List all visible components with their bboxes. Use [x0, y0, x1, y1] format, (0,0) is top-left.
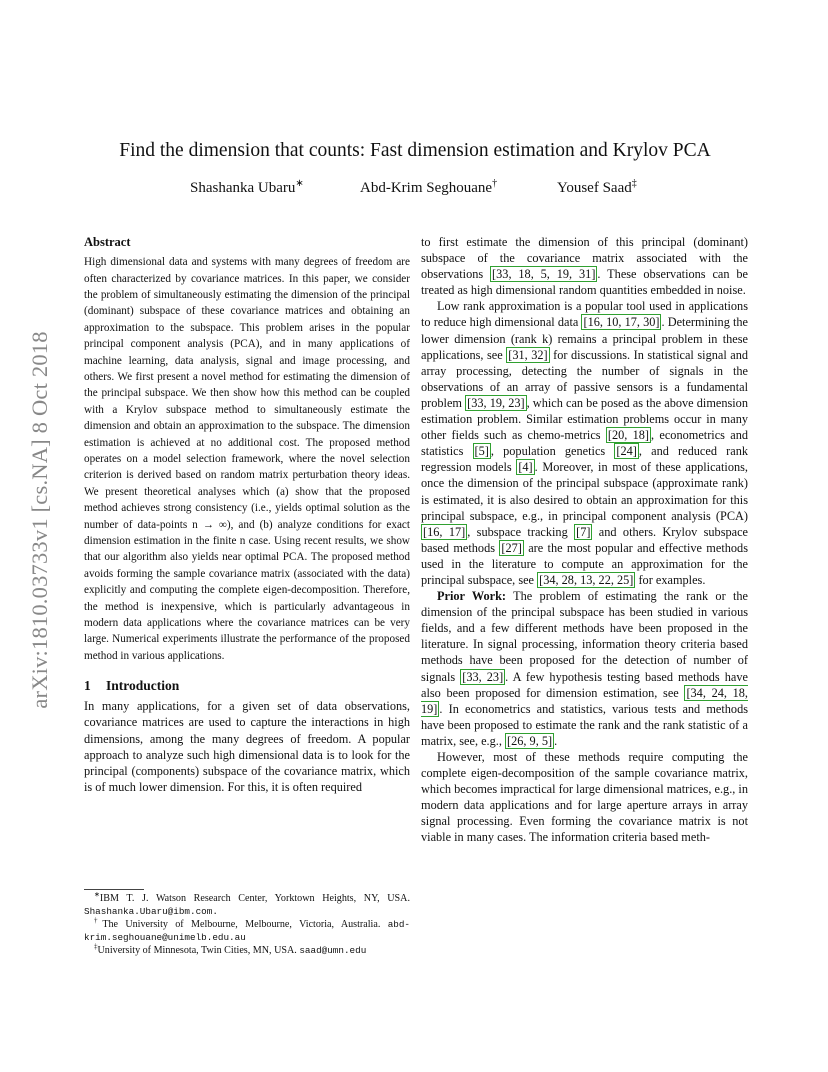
text-run: The problem of estimating the rank or the dimension of the principal subspace has been studied in various fields, and a few different methods have been proposed in the literature. In signal processing, information theory criteria based methods have been proposed for the detection of number of signals — [421, 589, 749, 684]
text-run: , econometrics and statistics — [421, 428, 748, 459]
citation-link[interactable]: [16, 10, 17, 30] — [583, 315, 660, 330]
author-seghouane — [360, 180, 497, 197]
prior-work-heading: Prior Work: — [437, 589, 507, 604]
low-rank-paragraph — [421, 298, 748, 588]
citation-link[interactable]: [31, 32] — [508, 347, 548, 362]
text-run: for discussions. In statistical signal and array processing, detecting the number of signals in the observations of an array of passive sensors is a fundamental problem — [421, 347, 749, 410]
citation-link[interactable]: [4] — [518, 460, 533, 475]
text-run: to first estimate the dimension of this principal (dominant) subspace of the covariance matrix associated with the observations — [421, 235, 748, 282]
citation-link[interactable]: [33, 23] — [462, 669, 504, 684]
footnote-mark: ∗ — [94, 890, 100, 899]
footnote-email[interactable]: Shashanka.Ubaru@ibm.com. — [84, 906, 218, 918]
author-name: Shashanka Ubaru — [190, 180, 296, 196]
section-title: Introduction — [106, 678, 180, 694]
text-run: . These observations can be treated as high dimensional random quantities embedded in noise. — [421, 267, 749, 298]
citation-link[interactable]: [34, 28, 13, 22, 25] — [539, 572, 634, 587]
author-ubaru — [190, 180, 304, 197]
citation-link[interactable]: [7] — [576, 524, 591, 539]
footnotes — [84, 892, 410, 957]
citation-link[interactable]: [33, 18, 5, 19, 31] — [492, 267, 596, 282]
citation-link[interactable]: [33, 19, 23] — [467, 395, 525, 410]
text-run: . A few hypothesis testing based methods have also been proposed for dimension estimation, see — [421, 669, 748, 700]
paper-title: Find the dimension that counts: Fast dimension estimation and Krylov PCA — [119, 140, 711, 161]
author-name: Yousef Saad — [557, 180, 632, 196]
footnote-text: University of Minnesota, Twin Cities, MN, USA. — [97, 945, 300, 957]
text-run: . In econometrics and statistics, various tests and methods have been proposed to estimate the rank and the rank statistic of a matrix, see, e.g., — [421, 701, 748, 748]
arxiv-identifier[interactable]: arXiv:1810.03733v1 [cs.NA] 8 Oct 2018 — [27, 331, 52, 709]
footnote-email[interactable]: saad@umn.edu — [299, 945, 367, 957]
arxiv-sidebar — [20, 290, 60, 750]
author-mark: ‡ — [631, 178, 637, 189]
text-run: . — [554, 733, 558, 748]
footnote-ibm — [84, 892, 410, 918]
text-run: , and reduced rank regression models — [421, 444, 748, 475]
right-column — [421, 234, 748, 846]
citation-link[interactable]: [26, 9, 5] — [507, 733, 553, 748]
however-paragraph: However, most of these methods require computing the complete eigen-decomposition of the sample covariance matrix, which becomes impractical for large dimensional matrices, e.g., in modern data applications and for large aperture arrays in array signal processing. Even forming the covariance matrix is not viable in many cases. The information criteria based meth- — [421, 750, 748, 845]
text-run: are the most popular and effective methods used in the literature to compute an approximation for the principal subspace, see — [421, 540, 748, 587]
footnote-mark: † — [94, 916, 103, 925]
text-run: Low rank approximation is a popular tool used in applications to reduce high dimensional data — [421, 299, 748, 330]
footnote-email[interactable]: abd-krim.seghouane@unimelb.edu.au — [84, 919, 411, 944]
text-run: and others. Krylov subspace based methods — [421, 524, 749, 555]
left-column — [84, 234, 410, 795]
text-run: , population genetics — [490, 444, 615, 459]
citation-link[interactable]: [27] — [501, 540, 522, 555]
author-saad — [557, 180, 637, 197]
footnote-text: The University of Melbourne, Melbourne, Victoria, Australia. — [102, 919, 388, 931]
author-mark: ∗ — [295, 178, 304, 189]
footnote-text: IBM T. J. Watson Research Center, Yorktown Heights, NY, USA. — [99, 893, 410, 904]
footnote-melbourne — [84, 918, 410, 944]
citation-link[interactable]: [34, 24, 18, 19] — [421, 685, 749, 716]
section-number: 1 — [84, 678, 91, 694]
footnote-minnesota — [84, 944, 410, 957]
abstract-text: High dimensional data and systems with many degrees of freedom are often characterized by covariance matrices. In this paper, we consider the problem of simultaneously estimating the dimension of the principal (dominant) subspace of these covariance matrices and obtaining an approximation to the subspace. This problem arises in the popular principal component analysis (PCA), and in many applications of machine learning, data analysis, signal and image processing, and others. We first present a novel method for estimating the dimension of the principal subspace. We then show how this method can be coupled with a Krylov subspace method to simultaneously estimate the dimension and obtain an approximation to the subspace. The dimension estimation is achieved at no additional cost. The proposed method operates on a model selection framework, where the novel selection criterion is derived based on random matrix perturbation theory ideas. We present theoretical analyses which (a) show that the proposed method achieves strong consistency (i.e., yields optimal solution as the number of data-points n → ∞), and (b) analyze conditions for exact dimension estimation in the finite n case. Using recent results, we show that our algorithm also yields near optimal PCA. The proposed method avoids forming the sample covariance matrix (associated with the data) explicitly and computing the complete eigen-decomposition. Therefore, the method is inexpensive, which is particularly advantageous in modern data applications where the covariance matrices can be very large. Numerical experiments illustrate the performance of the proposed method in various applications. — [84, 256, 410, 662]
text-run: . Determining the lower dimension (rank k) remains a principal problem in these applications, see — [421, 315, 749, 362]
section-heading-introduction — [84, 678, 410, 694]
intro-paragraph-continued — [421, 234, 748, 298]
footnote-mark: ‡ — [94, 943, 98, 952]
citation-link[interactable]: [5] — [474, 444, 489, 459]
intro-paragraph: In many applications, for a given set of data observations, covariance matrices are used to capture the interactions in high dimensions, among the many degrees of freedom. A popular approach to analyze such high dimensional data is to look for the principal (components) subspace of the covariance matrix, which is of much lower dimension. For this, it is often required — [84, 699, 410, 794]
text-run: . Moreover, in most of these applications, once the dimension of the principal subspace (approximate rank) is estimated, it is also desired to obtain an approximation for this principal subspace, e.g., in principal component analysis (PCA) — [421, 460, 748, 523]
citation-link[interactable]: [20, 18] — [607, 428, 650, 443]
text-run: , subspace tracking — [467, 524, 575, 539]
text-run: , which can be posed as the above dimension estimation problem. Similar estimation problems occur in many other fields such as chemo-metrics — [421, 395, 748, 443]
author-name: Abd-Krim Seghouane — [360, 180, 493, 196]
citation-link[interactable]: [24] — [616, 444, 637, 459]
footnote-rule — [84, 889, 144, 890]
author-mark: † — [492, 178, 498, 189]
abstract-heading: Abstract — [84, 235, 131, 249]
text-run: for examples. — [635, 572, 706, 587]
prior-work-paragraph — [421, 588, 748, 749]
citation-link[interactable]: [16, 17] — [423, 524, 466, 539]
